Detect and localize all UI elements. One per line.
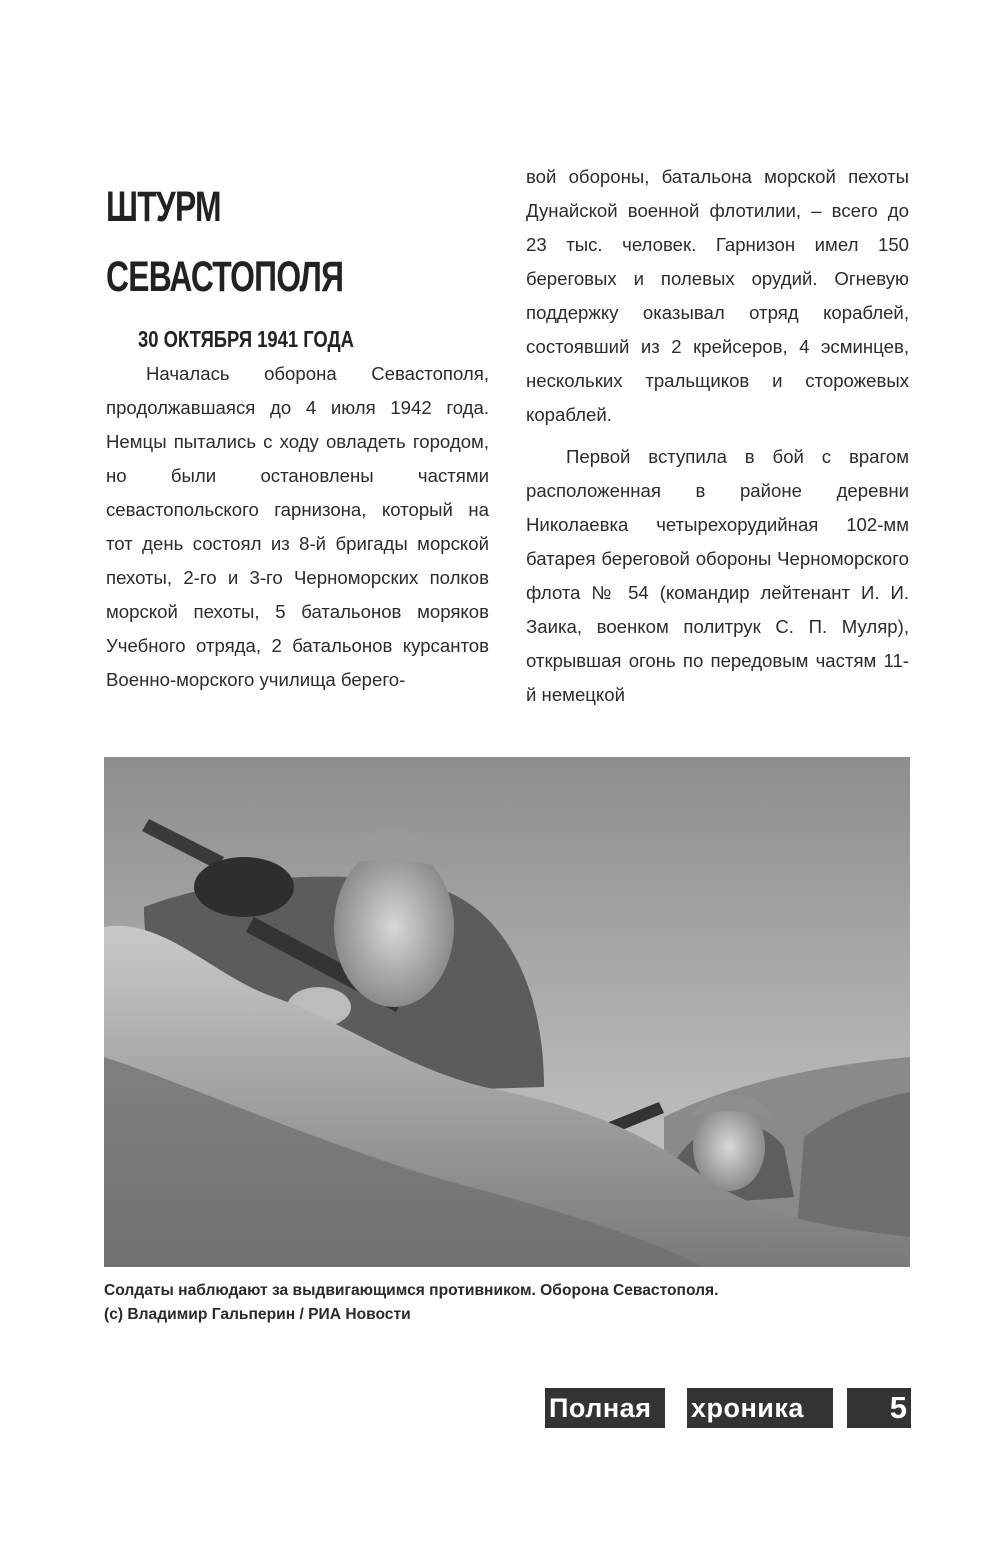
article-title [106, 172, 344, 312]
right-paragraph-1: вой обороны, батальона морской пехоты Дунайской военной флотилии, – всего до 23 тыс. человек. Гарнизон имел 150 береговых и полевых орудий. Огневую поддержку оказывал отряд кораблей, состоявший из 2 крейсеров, 4 эсминцев, нескольких тральщиков и сторожевых кораблей. [526, 166, 909, 425]
caption-line-1: Солдаты наблюдают за выдвигающимся противником. Оборона Севастополя. [104, 1282, 719, 1299]
title-line-2: СЕВАСТОПОЛЯ [106, 253, 344, 301]
page-footer [545, 1388, 911, 1428]
caption-line-2: (с) Владимир Гальперин / РИА Новости [104, 1306, 411, 1323]
page-number-box [847, 1388, 911, 1428]
series-tag-word-1: Полная [545, 1388, 665, 1428]
date-heading: 30 ОКТЯБРЯ 1941 ГОДА [138, 326, 354, 352]
soldiers-photo [104, 757, 910, 1267]
left-paragraph: Началась оборона Севастополя, продолжавшаяся до 4 июля 1942 года. Немцы пытались с ходу овладеть городом, но были остановлены частями севастопольского гарнизона, который на тот день состоял из 8-й бригады морской пехоты, 2-го и 3-го Черноморских полков морской пехоты, 5 батальонов моряков Учебного отряда, 2 батальонов курсантов Военно-морского училища берего- [106, 363, 489, 690]
photo-caption [104, 1279, 910, 1327]
page-number: 5 [889, 1390, 907, 1425]
right-column [526, 160, 909, 705]
right-paragraph-2: Первой вступила в бой с врагом расположенная в районе деревни Николаевка четырехорудийная 102-мм батарея береговой обороны Черноморского флота № 54 (командир лейтенант И. И. Заика, военком политрук С. П. Муляр), открывшая огонь по передовым частям 11-й немецкой [526, 446, 909, 705]
title-line-1: ШТУРМ [106, 183, 221, 231]
series-tag-word-2: хроника [687, 1388, 833, 1428]
photo-illustration [104, 757, 910, 1267]
